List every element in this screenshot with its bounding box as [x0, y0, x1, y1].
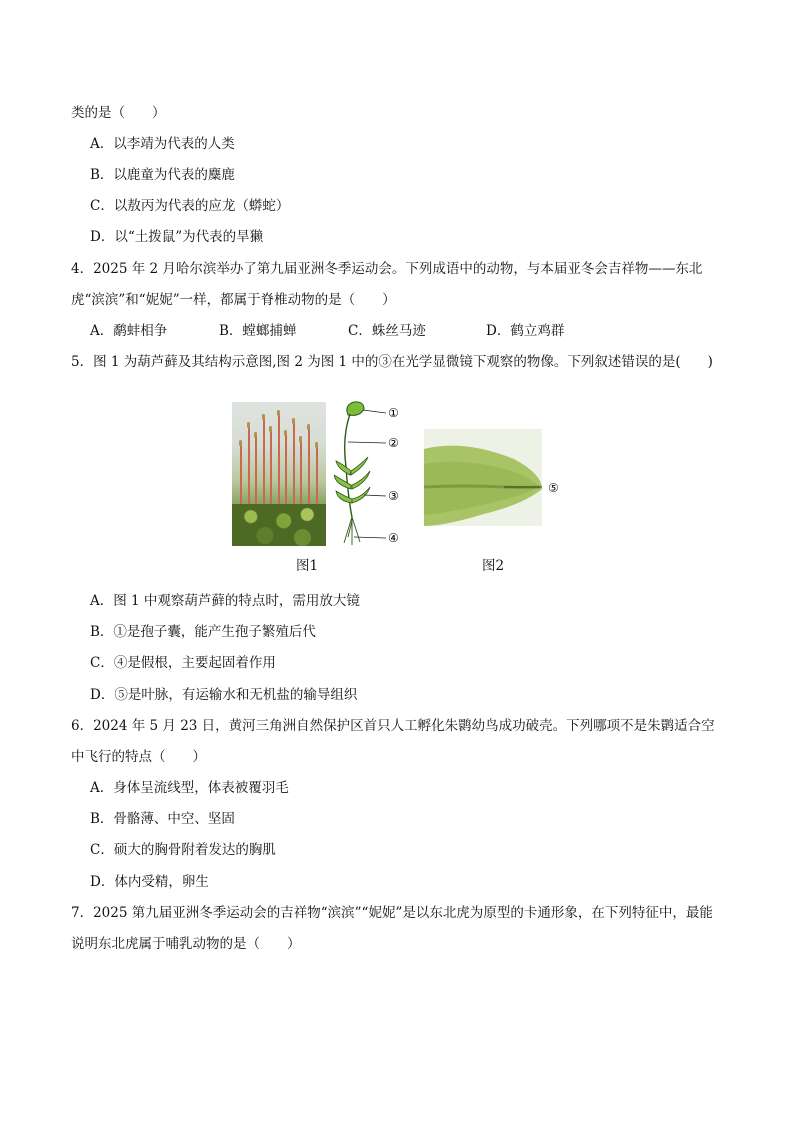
figure2-caption: 图2	[482, 558, 505, 574]
label-4: ④	[388, 531, 399, 545]
q4-option-d: D．鹤立鸡群	[486, 323, 565, 339]
q4-option-c: C．蛛丝马迹	[348, 323, 426, 339]
q5-stem-line1: 5．图 1 为葫芦藓及其结构示意图,图 2 为图 1 中的③在光学显微镜下观察的物像。下列叙述错误的是( )	[71, 354, 713, 370]
label-3: ③	[388, 489, 399, 503]
q5-option-c: C．④是假根，主要起固着作用	[90, 655, 276, 671]
q6-option-d: D．体内受精，卵生	[90, 874, 209, 890]
q4-option-a: A．鹬蚌相争	[90, 323, 168, 339]
q4-stem-line1: 4．2025 年 2 月哈尔滨举办了第九届亚洲冬季运动会。下列成语中的动物，与本届亚冬会吉祥物——东北	[71, 261, 703, 277]
q6-stem-line2: 中飞行的特点（ ）	[71, 749, 206, 765]
q4-option-b: B．螳螂捕蝉	[219, 323, 297, 339]
label-5: ⑤	[548, 481, 559, 495]
q6-option-a: A．身体呈流线型，体表被覆羽毛	[90, 780, 289, 796]
label-2: ②	[388, 436, 399, 450]
q6-stem-line1: 6．2024 年 5 月 23 日，黄河三角洲自然保护区首只人工孵化朱鹮幼鸟成功破壳。下列哪项不是朱鹮适合空	[71, 718, 715, 734]
q7-stem-line1: 7．2025 第九届亚洲冬季运动会的吉祥物“滨滨”“妮妮”是以东北虎为原型的卡通形象，在下列特征中，最能	[71, 905, 713, 921]
moss-photo	[232, 402, 326, 546]
q3-option-b: B．以鹿童为代表的麋鹿	[90, 167, 235, 183]
q3-option-a: A．以李靖为代表的人类	[90, 136, 235, 152]
moss-structure-diagram	[334, 397, 404, 549]
q6-option-b: B．骨骼薄、中空、坚固	[90, 811, 235, 827]
q6-option-c: C．硕大的胸骨附着发达的胸肌	[90, 842, 276, 858]
q3-option-d: D．以“土拨鼠”为代表的旱獭	[90, 229, 264, 245]
q7-stem-line2: 说明东北虎属于哺乳动物的是（ ）	[71, 936, 301, 952]
q4-stem-line2: 虎“滨滨”和“妮妮”一样，都属于脊椎动物的是（ ）	[71, 292, 396, 308]
figure1-caption: 图1	[296, 558, 319, 574]
q5-option-b: B．①是孢子囊，能产生孢子繁殖后代	[90, 624, 316, 640]
q3-option-c: C．以敖丙为代表的应龙（蟒蛇）	[90, 198, 290, 214]
q4-options-row	[90, 322, 730, 340]
leaf-micrograph	[424, 429, 542, 526]
q5-option-a: A．图 1 中观察葫芦藓的特点时，需用放大镜	[90, 593, 360, 609]
label-1: ①	[388, 406, 399, 420]
label-5-wrap	[548, 480, 559, 496]
q5-option-d: D．⑤是叶脉，有运输水和无机盐的输导组织	[90, 687, 358, 703]
q3-stem-tail: 类的是（ ）	[71, 105, 166, 121]
